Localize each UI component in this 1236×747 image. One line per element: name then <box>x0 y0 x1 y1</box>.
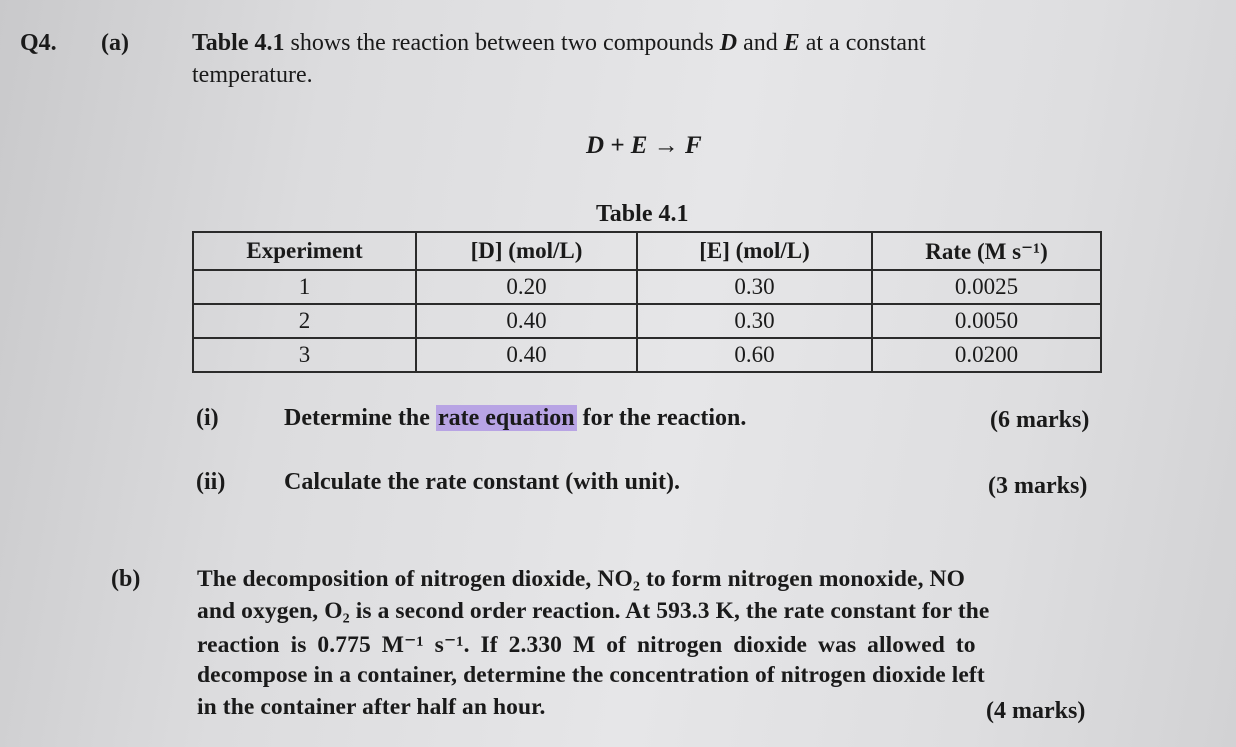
part-b-marks: (4 marks) <box>986 698 1086 724</box>
table-cell: 0.40 <box>416 304 637 338</box>
table-cell: 0.20 <box>416 270 637 304</box>
part-b-line1: The decomposition of nitrogen dioxide, NO₂ to form nitrogen monoxide, NO <box>197 566 965 592</box>
header-experiment: Experiment <box>193 232 416 270</box>
table-cell: 0.60 <box>637 338 872 372</box>
sub-ii-text: Calculate the rate constant (with unit). <box>284 469 680 495</box>
table-cell: 0.0050 <box>872 304 1101 338</box>
table-cell: 0.30 <box>637 270 872 304</box>
table-row <box>193 338 1101 372</box>
compound-d: D <box>719 30 738 56</box>
sub-ii-marks: (3 marks) <box>988 473 1088 499</box>
table-row <box>193 270 1101 304</box>
rate-equation-highlight: rate equation <box>437 405 575 431</box>
table-reference: Table 4.1 <box>192 30 285 56</box>
header-d-concentration: [D] (mol/L) <box>416 232 637 270</box>
intro-end: at a constant <box>799 30 926 56</box>
table-cell: 2 <box>193 304 416 338</box>
table-cell: 0.0200 <box>872 338 1101 372</box>
table-header-row <box>193 232 1101 270</box>
intro-and: and <box>737 30 784 56</box>
compound-e: E <box>783 30 800 56</box>
sub-ii-label: (ii) <box>196 469 226 495</box>
sub-i-text <box>284 405 746 432</box>
part-a-label: (a) <box>101 30 129 56</box>
part-b-line2: and oxygen, O₂ is a second order reaction. At 593.3 K, the rate constant for the <box>197 598 990 624</box>
table-cell: 3 <box>193 338 416 372</box>
sub-i-text-after: for the reaction. <box>576 405 747 431</box>
table-caption: Table 4.1 <box>596 201 689 227</box>
sub-i-text-before: Determine the <box>284 405 436 431</box>
intro-text: shows the reaction between two compounds <box>284 30 720 56</box>
part-b-line5: in the container after half an hour. <box>197 694 546 720</box>
question-number: Q4. <box>20 30 57 56</box>
part-b-line4: decompose in a container, determine the concentration of nitrogen dioxide left <box>197 662 985 688</box>
sub-i-marks: (6 marks) <box>990 407 1090 433</box>
table-row <box>193 304 1101 338</box>
part-b-label: (b) <box>111 566 141 592</box>
part-b-line3: reaction is 0.775 M⁻¹ s⁻¹. If 2.330 M of nitrogen dioxide was allowed to <box>197 632 976 658</box>
table-cell: 0.40 <box>416 338 637 372</box>
header-e-concentration: [E] (mol/L) <box>637 232 872 270</box>
table-cell: 1 <box>193 270 416 304</box>
reaction-equation: D + E → F <box>586 132 702 159</box>
table-cell: 0.0025 <box>872 270 1101 304</box>
sub-i-label: (i) <box>196 405 219 431</box>
table-cell: 0.30 <box>637 304 872 338</box>
part-a-intro-line1 <box>192 30 926 57</box>
header-rate: Rate (M s⁻¹) <box>872 232 1101 270</box>
part-a-intro-line2: temperature. <box>192 62 313 88</box>
data-table <box>192 231 1102 373</box>
